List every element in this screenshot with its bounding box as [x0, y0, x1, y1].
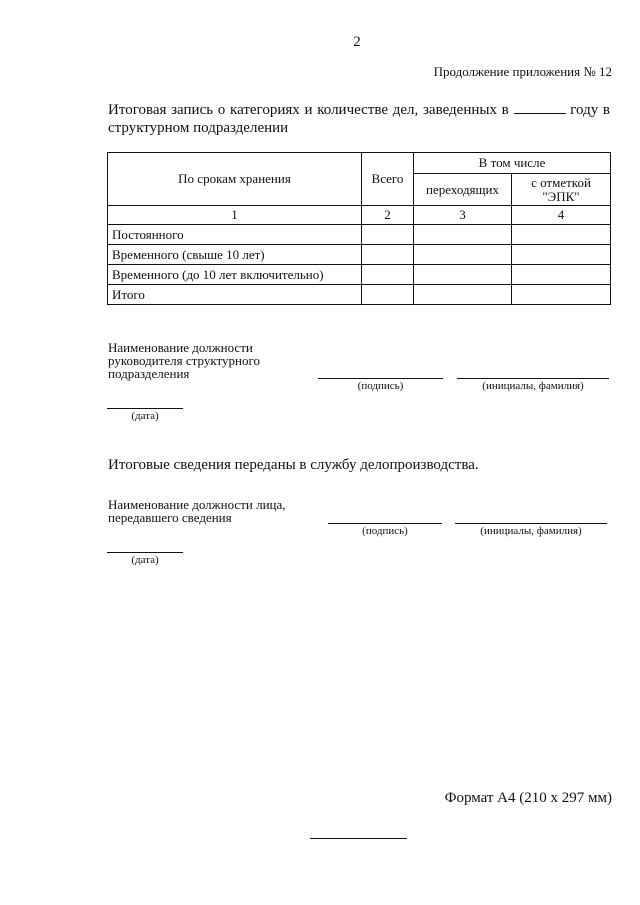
row-label-temporary-up-to-10: Временного (до 10 лет включительно) — [108, 265, 362, 285]
table-cell — [362, 285, 414, 305]
head-date-caption: (дата) — [131, 410, 159, 422]
column-number-2: 2 — [362, 206, 414, 225]
table-cell — [512, 225, 611, 245]
transferrer-position-label-line: передавшего сведения — [108, 510, 232, 525]
head-signature-line — [318, 378, 443, 379]
header-transitional: переходящих — [414, 174, 512, 206]
summary-table — [107, 152, 611, 305]
transferrer-date-caption: (дата) — [131, 554, 159, 566]
table-cell — [512, 265, 611, 285]
table-cell — [362, 245, 414, 265]
table-cell — [362, 265, 414, 285]
table-cell — [414, 225, 512, 245]
head-signature-caption: (подпись) — [357, 380, 404, 392]
header-including: В том числе — [414, 153, 611, 174]
paper-format: Формат А4 (210 х 297 мм) — [444, 790, 612, 806]
row-label-temporary-over-10: Временного (свыше 10 лет) — [108, 245, 362, 265]
transferrer-name-line — [455, 523, 607, 524]
page-number: 2 — [353, 34, 361, 50]
footer-divider — [310, 838, 407, 839]
transferrer-name-caption: (инициалы, фамилия) — [480, 525, 582, 537]
transferrer-position-label — [108, 498, 286, 524]
table-row — [108, 225, 611, 245]
transfer-note: Итоговые сведения переданы в службу делопроизводства. — [108, 457, 479, 473]
table-cell — [362, 225, 414, 245]
table-cell — [414, 265, 512, 285]
heading-text-part1: Итоговая запись о категориях и количестве дел, заведенных в — [108, 102, 509, 118]
transferrer-signature-line — [328, 523, 442, 524]
document-heading — [108, 101, 610, 137]
column-number-3: 3 — [414, 206, 512, 225]
row-label-permanent: Постоянного — [108, 225, 362, 245]
table-row — [108, 245, 611, 265]
transferrer-signature-caption: (подпись) — [362, 525, 408, 537]
column-number-4: 4 — [512, 206, 611, 225]
head-position-label-line: подразделения — [108, 366, 190, 381]
transferrer-date-line — [107, 552, 183, 553]
head-name-line — [457, 378, 609, 379]
table-row — [108, 265, 611, 285]
appendix-continuation: Продолжение приложения № 12 — [433, 64, 612, 79]
head-position-label-line: руководителя структурного — [108, 353, 260, 368]
table-row — [108, 285, 611, 305]
row-label-total: Итого — [108, 285, 362, 305]
header-storage-period: По срокам хранения — [108, 153, 362, 206]
header-total: Всего — [362, 153, 414, 206]
heading-text-part2: году в структурном подразделении — [108, 102, 611, 136]
head-date-line — [107, 408, 183, 409]
head-name-caption: (инициалы, фамилия) — [482, 380, 584, 392]
head-position-label — [108, 341, 260, 380]
table-cell — [414, 285, 512, 305]
table-cell — [512, 285, 611, 305]
header-epk: с отметкой "ЭПК" — [512, 174, 611, 206]
head-position-label-line: Наименование должности — [108, 340, 253, 355]
table-cell — [512, 245, 611, 265]
column-number-1: 1 — [108, 206, 362, 225]
transferrer-position-label-line: Наименование должности лица, — [108, 497, 286, 512]
table-cell — [414, 245, 512, 265]
year-blank-line — [514, 101, 566, 114]
